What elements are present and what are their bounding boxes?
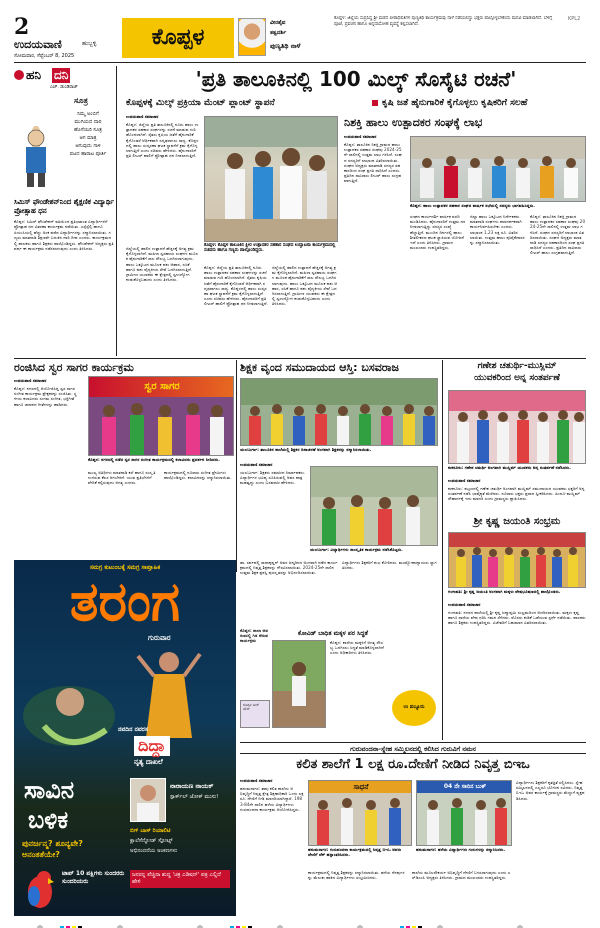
dancer-figure (134, 646, 204, 738)
krishna-photo (448, 532, 586, 588)
tribute-line-2: ತತ್ವದರ್ಶಿ (270, 30, 287, 36)
district-banner (122, 18, 234, 58)
ad-text: ಕೊಪ್ಪಳ ಬುಕ್ ಹೌಸ್ (243, 703, 260, 711)
side-col-3: ಜಿಲ್ಲಾ ಹಾಲು ಒಕ್ಕೂಟದ ನಿರ್ದೇಶಕರು ಮಾತನಾಡಿ ಸಂಘಗಳು ಪಾರದರ್ಶಕವಾಗಿ ಕಾರ್ಯನಿರ್ವಹಿಸಬೇಕು ಎಂದರು. ಲಾಭಾಂಶ 1.23 ಲಕ್ಷ ರೂ. ವಿತರಿಸಲಾಯಿತು. ಉತ್ತಮ ಹಾಲು ಪೂರೈಕೆದಾರರನ್ನು ಸನ್ಮಾನಿಸಲಾಯಿತು. (470, 214, 525, 246)
taranga-feature: ದಿದ್ದಾ (134, 736, 170, 756)
shikshaka-caption-2: ಯಲಬುರ್ಗಾ: ವಿದ್ಯಾರ್ಥಿಗಳು ಸಾಂಸ್ಕೃತಿಕ ಕಾರ್ಯಕ್ರಮ ನಡೆಸಿಕೊಟ್ಟರು. (310, 547, 403, 552)
paper-name: ಉದಯವಾಣಿ (14, 38, 62, 51)
bottom-byline: ಉದಯವಾಣಿ ಸಮಾಚಾರ (240, 778, 273, 783)
ganesha-body: ಕುಕನೂರು: ಪಟ್ಟಣದಲ್ಲಿ ಗಣೇಶ ಚತುರ್ಥಿ ಅಂಗವಾಗಿ ಮುಸ್ಲಿಮ್ ಸಮುದಾಯದ ಯುವಕರು ಭಕ್ತರಿಗೆ ಅನ್ನ ಸಂತರ್ಪಣೆ ನಡೆಸಿ ಭಾವೈಕ್ಯತೆ ಮೆರೆದರು. ನೂರಾರು ಭಕ್ತರು ಪ್ರಸಾದ ಸ್ವೀಕರಿಸಿದರು. ಹಿಂದೂ-ಮುಸ್ಲಿಮ್ ಸೌಹಾರ್ದಕ್ಕೆ ಇದು ಮಾದರಿ ಎಂದು ಗ್ರಾಮಸ್ಥರು ಶ್ಲಾಘಿಸಿದರು. (448, 486, 585, 502)
hanidani-column (14, 66, 114, 196)
ranjisida-photo (88, 376, 234, 456)
edition-word: ಹುಬ್ಬಳ್ಳಿ (82, 40, 97, 47)
hanidani-line: ಪಟದ ಹಾರಾಟ ಪೂರ್ತಿ (69, 151, 107, 157)
bottom-col-3: ಶಾಲೆಯ ಮೂಲಸೌಕರ್ಯ ಅಭಿವೃದ್ಧಿಗೆ ದೇಣಿಗೆ ಬಳಸಲಾಗುವುದು ಎಂದು ಎಸ್‌ಡಿಎಂಸಿ ಅಧ್ಯಕ್ಷರು ತಿಳಿಸಿದರು. ಗ್ರಾಮದ ಮುಖಂಡರು ಉಪಸ್ಥಿತರಿದ್ದರು. (412, 870, 511, 881)
bottom-caption-2: ಹನುಮಸಾಗರ: ಹಳೆಯ ವಿದ್ಯಾರ್ಥಿಗಳು ಗುರುಗಳನ್ನು ಸನ್ಮಾನಿಸಿದರು. (416, 847, 506, 852)
banner-sadhane (309, 781, 412, 793)
badge-text: ಉ ಪಲ್ಯೂರು (403, 704, 425, 710)
ranjisida-col-3: ಕಾರ್ಯಕ್ರಮದಲ್ಲಿ ನೂರಾರು ಸಂಗೀತ ಪ್ರೇಮಿಗಳು ಪಾಲ್ಗೊಂಡಿದ್ದರು. ಕಲಾವಿದರನ್ನು ಸನ್ಮಾನಿಸಲಾಯಿತು. (164, 470, 232, 481)
ranjisida-caption: ಕೊಪ್ಪಳ: ನಗರದಲ್ಲಿ ನಡೆದ ಸ್ವರ ಸಾಗರ ಸಂಗೀತ ಕಾರ್ಯಕ್ರಮದಲ್ಲಿ ಕಲಾವಿದರು ಪ್ರದರ್ಶನ ನೀಡಿದರು. (88, 457, 220, 462)
bottom-caption-1: ಹನುಮಸಾಗರ: ಗುರುವಂದನಾ ಕಾರ್ಯಕ್ರಮದಲ್ಲಿ ನಿವೃತ್ತ ಬಿಇಒ ಅವರು ದೇಣಿಗೆ ಚೆಕ್ ಹಸ್ತಾಂತರಿಸಿದರು. (308, 847, 402, 858)
main-col-3: ಜಿಲ್ಲೆಯಲ್ಲಿ ಹಾಲಿನ ಉತ್ಪಾದನೆ ಹೆಚ್ಚಳಕ್ಕೆ ಅಗತ್ಯ ಕ್ರಮ ಕೈಗೊಳ್ಳಲಾಗಿದೆ. ಮಹಿಳಾ ಸ್ವಸಹಾಯ ಸಂಘಗಳ ಮೂಲಕ ಹೈನುಗಾರಿಕೆಗೆ ಸಾಲ ಸೌಲಭ್ಯ ಒದಗಿಸಲಾಗುವುದು. ಹಾಲು ಒಕ್ಕೂಟದ ಮೂಲಕ ಪಶು ಆಹಾರ, ಲಸಿಕೆ ಹಾಗೂ ಪಶು ವೈದ್ಯಕೀಯ ಸೇವೆ ಒದಗಿಸಲಾಗುತ್ತಿದೆ. ಗ್ರಾಮೀಣ ಯುವಕರು ಈ ಕ್ಷೇತ್ರದಲ್ಲಿ ಸ್ವಉದ್ಯೋಗ ಕಂಡುಕೊಳ್ಳಬಹುದು ಎಂದು ತಿಳಿಸಿದರು. (272, 265, 338, 307)
side-story-photo (410, 136, 586, 202)
hanidani-line: ಆಗುವುದು ಗಾಳಿ (75, 143, 101, 149)
kovida-photo (272, 640, 326, 728)
taranga-tagline: ಸಮಗ್ರ ಕುಟುಂಬಕ್ಕೆ ಸಮಗ್ರ ಸಾಪ್ತಾಹಿಕ (89, 564, 161, 571)
ranjisida-byline: ಉದಯವಾಣಿ ಸಮಾಚಾರ (14, 378, 47, 383)
writer-portrait (130, 778, 166, 822)
hanidani-line: ನಿಮ್ಮ ಅಂಬಿಗೆ (77, 111, 99, 117)
shikshaka-col-2: ಡಾ. ಸರ್ವಪಲ್ಲಿ ರಾಧಾಕೃಷ್ಣನ್ ಅವರ ಜನ್ಮದಿನದ ಅಂಗವಾಗಿ ನಡೆದ ಕಾರ್ಯಕ್ರಮದಲ್ಲಿ ನಿವೃತ್ತ ಶಿಕ್ಷಕರನ್ನು ಗೌರವಿಸಲಾಯಿತು. 2024-25ನೇ ಸಾಲಿನ ಉತ್ತಮ ಶಿಕ್ಷಕ ಪ್ರಶಸ್ತಿ ಪುರಸ್ಕೃತರನ್ನು ಅಭಿನಂದಿಸಲಾಯಿತು. (240, 560, 338, 576)
banner-2-text: 04 ನೇ ಸಾರಿನ ಬುಕ್ (443, 783, 487, 790)
main-byline: ಉದಯವಾಣಿ ಸಮಾಚಾರ (126, 114, 159, 119)
side-story-caption: ಕೊಪ್ಪಳ: ಹಾಲು ಉತ್ಪಾದಕರ ಸಹಕಾರ ಸಂಘದ ವಾರ್ಷಿಕ ಸಭೆಯಲ್ಲಿ ಸದಸ್ಯರು ಭಾಗವಹಿಸಿದ್ದರು. (410, 203, 535, 208)
swara-sagara-banner (89, 377, 234, 397)
shikshaka-photo-1 (240, 378, 438, 446)
main-col-2: ಕೊಪ್ಪಳ: ಜಿಲ್ಲೆಯ ಪ್ರತಿ ತಾಲೂಕಿನಲ್ಲಿ ನೂರು ಹಾಲು ಉತ್ಪಾದಕರ ಸಹಕಾರ ಸಂಘಗಳನ್ನು ರಚನೆ ಮಾಡುವ ಗುರಿ ಹೊಂದಲಾಗಿದೆ. ರೈತರು ಕೃಷಿಯ ಜತೆಗೆ ಹೈನುಗಾರಿಕೆ ಕೈಗೊಂಡರೆ ಆರ್ಥಿಕವಾಗಿ ಸದೃಢರಾಗಲು ಸಾಧ್ಯ. ಕೊಪ್ಪಳದಲ್ಲಿ ಹಾಲು ಸಂಸ್ಕರಣಾ ಘಟಕ ಸ್ಥಾಪನೆಗೆ ಕ್ರಮ ಕೈಗೊಳ್ಳಲಾಗುತ್ತಿದೆ ಎಂದು ಸಚಿವರು ಹೇಳಿದರು. ಹೈನುಗಾರರಿಗೆ ಪ್ರತಿ ಲೀಟರ್ ಹಾಲಿಗೆ ಪ್ರೋತ್ಸಾಹ ಧನ ನೀಡಲಾಗುತ್ತಿದೆ. (204, 265, 268, 307)
taranga-inside-label: ನವದಿನ ನವರಸ (118, 726, 149, 733)
ganesha-photo (448, 390, 586, 464)
taranga-extra-3: ಅಭಿನಂದನೆಯ ಅಂಕಣಗಳು (130, 848, 178, 854)
tribute-portrait (238, 18, 266, 56)
parrot-image (20, 866, 60, 910)
ranjisida-col-2: ಮುಖ್ಯ ಅತಿಥಿಗಳು ಮಾತನಾಡಿ ಕಲೆ ಹಾಗೂ ಸಂಸ್ಕೃತಿ ಉಳಿಸುವ ಕೆಲಸ ಆಗಬೇಕಿದೆ. ಯುವ ಪ್ರತಿಭೆಗಳಿಗೆ ವೇದಿಕೆ ಕಲ್ಪಿಸುವುದು ಅಗತ್ಯ ಎಂದರು. (88, 470, 156, 486)
district-title: ಕೊಪ್ಪಳ (151, 25, 205, 50)
left-story-headline: ಸಿಮಿಸ್ ಫೌಂಡೇಶನ್‌ನಿಂದ ಶೈಕ್ಷಣಿಕ ವಿದ್ಯಾರ್ಥಿ ಪ್ರೋತ್ಸಾಹ ಧನ (14, 198, 114, 215)
banner-1-text: ಸಾಧನೆ (353, 783, 369, 791)
story-title-2: ಬಳಿಕ (28, 806, 69, 834)
top-tag: KPL2 (568, 16, 581, 22)
kovida-body: ಕೊಪ್ಪಳ: ಶಾಲೆಯ ಮಕ್ಕಳಿಗೆ ಅಗತ್ಯ ಸೌಲಭ್ಯ ಒದಗಿಸಲು ಸಿದ್ಧತೆ ಮಾಡಿಕೊಳ್ಳಲಾಗಿದೆ ಎಂದು ಅಧಿಕಾರಿಗಳು ತಿಳಿಸಿದರು. (330, 640, 384, 656)
story-sub: ಪುನರ್ಜನ್ಮ? ಶೂನ್ಯವೇ? ಅನಂತತೆಯೇ? (22, 839, 83, 859)
shikshaka-col-1: ಯಲಬುರ್ಗಾ: ಶಿಕ್ಷಕರು ಸಮಾಜದ ನಿರ್ಮಾಪಕರು. ವಿದ್ಯಾರ್ಥಿಗಳ ಭವಿಷ್ಯ ರೂಪಿಸುವಲ್ಲಿ ಅವರ ಪಾತ್ರ ಮಹತ್ವದ್ದು ಎಂದು ಬಸವರಾಜ ಹೇಳಿದರು. (240, 470, 306, 486)
hanidani-author: ಎಚ್. ಡುಂಡಿರಾಜ್ (50, 85, 78, 90)
main-story-headline: 'ಪ್ರತಿ ತಾಲೂಕಿನಲ್ಲಿ 100 ಮಿಲ್ಕ್ ಸೊಸೈಟಿ ರಚನೆ' (195, 67, 517, 91)
krishna-caption: ಗಂಗಾವತಿ: ಶ್ರೀ ಕೃಷ್ಣ ಜಯಂತಿ ಅಂಗವಾಗಿ ಮಕ್ಕಳು ವೇಷಭೂಷಣದಲ್ಲಿ ಪಾಲ್ಗೊಂಡರು. (448, 589, 561, 594)
bottom-photo-2 (416, 780, 512, 846)
shikshaka-headline: ಶಿಕ್ಷಕ ವೃಂದ ಸಮುದಾಯದ ಆಸ್ತಿ: ಬಸವರಾಜ (240, 361, 399, 374)
bottom-col-2: ಕಾರ್ಯಕ್ರಮದಲ್ಲಿ ನಿವೃತ್ತ ಶಿಕ್ಷಕರನ್ನು ಸನ್ಮಾನಿಸಲಾಯಿತು. ಹಳೆಯ ನೆನಪುಗಳನ್ನು ಮೆಲುಕು ಹಾಕಿದ ವಿದ್ಯಾರ್ಥಿಗಳು ಸಂಭ್ರಮಿಸಿದರು. (308, 870, 405, 881)
bottom-col-1: ಹನುಮಸಾಗರ: ತಾವು ಕಲಿತ ಶಾಲೆಯ ಅಭಿವೃದ್ಧಿಗೆ ನಿವೃತ್ತ ಕ್ಷೇತ್ರ ಶಿಕ್ಷಣಾಧಿಕಾರಿ ಒಂದು ಲಕ್ಷ ರೂ. ದೇಣಿಗೆ ನೀಡಿ ಮಾದರಿಯಾಗಿದ್ದಾರೆ. 1983-84ನೇ ಸಾಲಿನ ಹಳೆಯ ವಿದ್ಯಾರ್ಥಿಗಳು ಗುರುವಂದನಾ ಕಾರ್ಯಕ್ರಮ ಆಯೋಜಿಸಿದ್ದರು. (240, 786, 304, 812)
kovida-headline: ಕೋವಿಡ್ ಬಾಧಿತ ಮಕ್ಕಳ ಪರ ಸಿದ್ಧತೆ (298, 630, 368, 637)
registration-marks (0, 918, 600, 928)
paltyuru-badge (392, 690, 436, 726)
tribute-line-1: ವೀರಶೈವ (270, 20, 286, 26)
taranga-feature-sub: ನೃತ್ಯ ದಾಖಲೆ (134, 758, 163, 766)
page-number: 2 (14, 14, 30, 40)
lead-story: ಕೊಪ್ಪಳ: ಜಿಲ್ಲೆಯ ಸುಪ್ರಸಿದ್ಧ ಶ್ರೀ ಮಠದ ಪೀಠಾಧಿಪತಿಗಳ ಪುಣ್ಯತಿಥಿ ಕಾರ್ಯಕ್ರಮವು ನಾಳೆ ನಡೆಯಲಿದ್ದು ಭಕ್ತರು ಪಾಲ್ಗೊಳ್ಳಬೇಕೆಂದು ಮನವಿ ಮಾಡಲಾಗಿದೆ. ಬೆಳಿಗ್ಗೆ ಪೂಜೆ, ಪ್ರವಚನ ಹಾಗೂ ಅನ್ನದಾಸೋಹ ವ್ಯವಸ್ಥೆ ಕಲ್ಪಿಸಲಾಗಿದೆ. (334, 16, 553, 27)
ganesha-headline-1: ಗಣೇಶ ಚತುರ್ಥಿ-ಮುಸ್ಲಿಮ್ (477, 361, 557, 371)
side-ad-book (240, 700, 270, 728)
main-col-1: ಕೊಪ್ಪಳ: ಜಿಲ್ಲೆಯ ಪ್ರತಿ ತಾಲೂಕಿನಲ್ಲಿ ನೂರು ಹಾಲು ಉತ್ಪಾದಕರ ಸಹಕಾರ ಸಂಘಗಳನ್ನು ರಚನೆ ಮಾಡುವ ಗುರಿ ಹೊಂದಲಾಗಿದೆ. ರೈತರು ಕೃಷಿಯ ಜತೆಗೆ ಹೈನುಗಾರಿಕೆ ಕೈಗೊಂಡರೆ ಆರ್ಥಿಕವಾಗಿ ಸದೃಢರಾಗಲು ಸಾಧ್ಯ. ಕೊಪ್ಪಳದಲ್ಲಿ ಹಾಲು ಸಂಸ್ಕರಣಾ ಘಟಕ ಸ್ಥಾಪನೆಗೆ ಕ್ರಮ ಕೈಗೊಳ್ಳಲಾಗುತ್ತಿದೆ ಎಂದು ಸಚಿವರು ಹೇಳಿದರು. ಹೈನುಗಾರರಿಗೆ ಪ್ರತಿ ಲೀಟರ್ ಹಾಲಿಗೆ ಪ್ರೋತ್ಸಾಹ ಧನ ನೀಡಲಾಗುತ್ತಿದೆ. (126, 122, 199, 159)
main-col-1b: ಜಿಲ್ಲೆಯಲ್ಲಿ ಹಾಲಿನ ಉತ್ಪಾದನೆ ಹೆಚ್ಚಳಕ್ಕೆ ಅಗತ್ಯ ಕ್ರಮ ಕೈಗೊಳ್ಳಲಾಗಿದೆ. ಮಹಿಳಾ ಸ್ವಸಹಾಯ ಸಂಘಗಳ ಮೂಲಕ ಹೈನುಗಾರಿಕೆಗೆ ಸಾಲ ಸೌಲಭ್ಯ ಒದಗಿಸಲಾಗುವುದು. ಹಾಲು ಒಕ್ಕೂಟದ ಮೂಲಕ ಪಶು ಆಹಾರ, ಲಸಿಕೆ ಹಾಗೂ ಪಶು ವೈದ್ಯಕೀಯ ಸೇವೆ ಒದಗಿಸಲಾಗುತ್ತಿದೆ. ಗ್ರಾಮೀಣ ಯುವಕರು ಈ ಕ್ಷೇತ್ರದಲ್ಲಿ ಸ್ವಉದ್ಯೋಗ ಕಂಡುಕೊಳ್ಳಬಹುದು ಎಂದು ತಿಳಿಸಿದರು. (126, 246, 199, 283)
flower-icon (14, 70, 24, 80)
masthead (0, 0, 600, 64)
ganesha-byline: ಉದಯವಾಣಿ ಸಮಾಚಾರ (448, 478, 481, 483)
sleeping-woman-figure (14, 646, 124, 770)
bottom-photo-1 (308, 780, 412, 846)
hanidani-line: ಆಗ ಮಾತ್ರ (79, 135, 97, 141)
side-col-4: ಕೊಪ್ಪಳ: ತಾಲೂಕಿನ ನಿಶಕ್ತಿ ಗ್ರಾಮದ ಹಾಲು ಉತ್ಪಾದಕರ ಸಹಕಾರ ಸಂಘವು 2024-25ನೇ ಸಾಲಿನಲ್ಲಿ ಉತ್ತಮ ಲಾಭ ಗಳಿಸಿದೆ. ಸಂಘದ ಸದಸ್ಯರಿಗೆ ಲಾಭಾಂಶ ವಿತರಿಸಲಾಯಿತು. ಸಂಘದ ಅಧ್ಯಕ್ಷರು ಮಾತನಾಡಿ ಸದಸ್ಯರ ಸಹಕಾರದಿಂದ ಸಂಘ ಪ್ರಗತಿ ಸಾಧಿಸಿದೆ ಎಂದರು. ಪ್ರತಿದಿನ ಸಾವಿರಾರು ಲೀಟರ್ ಹಾಲು ಸಂಗ್ರಹವಾಗುತ್ತಿದೆ. (530, 214, 586, 256)
side-byline: ಉದಯವಾಣಿ ಸಮಾಚಾರ (344, 134, 377, 139)
bottom-promo: ಜನರನ್ನ ಪೆಚ್ಚಿನಾ ಶುದ್ಧ 'ಚಕ್ರ ಎಡಿಷನ್' ಪತ್ರ ಎಲ್ಲಿದೆ ಹೇಳಿ (130, 870, 230, 888)
main-subhead-a: ಕೊಪ್ಪಳಕ್ಕೆ ಮಿಲ್ಕ್ ಪ್ರಕ್ರಿಯಾ ಮೆಂಟ್ ಪ್ಲಾಂಟ್ ಸ್ಥಾಪನೆ (126, 98, 275, 108)
bottom-col-4: ವಿದ್ಯಾರ್ಥಿಗಳು ಶಿಕ್ಷಕರಿಗೆ ಕೃತಜ್ಞತೆ ಸಲ್ಲಿಸಿದರು. ಸ್ನೇಹ ಸಮ್ಮಿಲನದಲ್ಲಿ ಎಲ್ಲರೂ ಭೋಜನ ಸವಿದರು. ನಿವೃತ್ತ ಬಿಇಒ ಅವರ ಕಾರ್ಯಕ್ಕೆ ಗ್ರಾಮಸ್ಥರು ಮೆಚ್ಚುಗೆ ವ್ಯಕ್ತಪಡಿಸಿದರು. (516, 780, 585, 801)
shikshaka-col-3: ವಿದ್ಯಾರ್ಥಿಗಳು ಶಿಕ್ಷಕರಿಗೆ ಶುಭ ಕೋರಿದರು. ಮುಖ್ಯೋಪಾಧ್ಯಾಯರು ಸ್ವಾಗತಿಸಿದರು. (342, 560, 437, 571)
hanidani-logo-b: ದನಿ (54, 68, 69, 82)
kovida-caption: ಕೊಪ್ಪಳ: ಶಾಲಾ ಆವರಣದಲ್ಲಿ ಗಿಡ ನೆಡುವ ಕಾರ್ಯಕ್ರಮ (240, 628, 269, 644)
bottom-story-headline: ಕಲಿತ ಶಾಲೆಗೆ 1 ಲಕ್ಷ ರೂ.ದೇಣಿಗೆ ನೀಡಿದ ನಿವೃತ್ತ ಬಿಇಒ (296, 757, 530, 772)
shikshaka-byline: ಉದಯವಾಣಿ ಸಮಾಚಾರ (240, 462, 273, 467)
taranga-extra-1: ಬಿಗ್ ಬಾಸ್ ರಿಯಾಲಿಟಿ (130, 828, 171, 834)
hanidani-line: ಮುಗಿಯದ ದಾರ (74, 119, 102, 125)
guru-strip-text: ಗುರುವಂದನಾ-ಸ್ನೇಹ ಸಮ್ಮಿಲನದಲ್ಲಿ ಕಲಿಸಿದ ಗುರುವಿಗೆ ನಮನ (350, 745, 476, 753)
hanidani-line: ಹೊಸೆಯಿರಿ ಸೂತ್ರ (73, 127, 102, 133)
left-story (14, 198, 114, 356)
ranjisida-headline: ರಂಜಿಸಿದ ಸ್ವರ ಸಾಗರ ಕಾರ್ಯಕ್ರಮ (14, 361, 134, 374)
bullet-square-icon (372, 100, 378, 106)
taranga-ad (14, 560, 236, 916)
side-col-2: ಸಂಘದ ಕಾರ್ಯದರ್ಶಿ ವಾರ್ಷಿಕ ವರದಿ ಮಂಡಿಸಿದರು. ಹೈನುಗಾರರಿಗೆ ಉತ್ತಮ ದರ ನೀಡಲಾಗುತ್ತಿದ್ದು ಸದಸ್ಯರ ಸಂಖ್ಯೆ ಹೆಚ್ಚುತ್ತಿದೆ. ಮುಂದಿನ ದಿನಗಳಲ್ಲಿ ಹಾಲು ಶೀತಲೀಕರಣ ಘಟಕ ಸ್ಥಾಪಿಸುವ ಯೋಜನೆ ಇದೆ ಎಂದು ತಿಳಿಸಿದರು. ಗ್ರಾಮದ ಮುಖಂಡರು ಉಪಸ್ಥಿತರಿದ್ದರು. (410, 214, 466, 251)
krishna-byline: ಉದಯವಾಣಿ ಸಮಾಚಾರ (448, 602, 481, 607)
tribute-line-3: ಪುಣ್ಯತಿಥಿ ನಾಳೆ (270, 42, 301, 50)
krishna-body: ಗಂಗಾವತಿ: ನಗರದ ಶಾಲೆಯಲ್ಲಿ ಶ್ರೀ ಕೃಷ್ಣ ಜನ್ಮಾಷ್ಟಮಿ ಸಂಭ್ರಮದಿಂದ ಆಚರಿಸಲಾಯಿತು. ಮಕ್ಕಳು ಕೃಷ್ಣ ಹಾಗೂ ರಾಧೆಯ ವೇಷ ಧರಿಸಿ ಗಮನ ಸೆಳೆದರು. ಮೊಸರು ಕುಡಿಕೆ ಒಡೆಯುವ ಸ್ಪರ್ಧೆ ನಡೆಯಿತು. ಪಾಲಕರು ಹಾಗೂ ಶಿಕ್ಷಕರು ಉಪಸ್ಥಿತರಿದ್ದರು. ವಿಜೇತರಿಗೆ ಬಹುಮಾನ ವಿತರಿಸಲಾಯಿತು. (448, 610, 586, 626)
hanidani-title: ಸೂತ್ರ (74, 96, 88, 105)
taranga-extra-2: ಕ್ಲಾಲೆಸೆನ್ನೋಡ್ ಸ್ಪೋಟ್ಸ್ (130, 838, 173, 844)
cartoon-figure (16, 126, 56, 188)
guru-strip (240, 742, 586, 754)
shikshaka-caption-1: ಯಲಬುರ್ಗಾ: ತಾಲೂಕಿನ ಶಾಲೆಯಲ್ಲಿ ಶಿಕ್ಷಕರ ದಿನಾಚರಣೆ ಅಂಗವಾಗಿ ಶಿಕ್ಷಕರನ್ನು ಸನ್ಮಾನಿಸಲಾಯಿತು. (240, 447, 372, 452)
main-story-photo (204, 116, 338, 242)
hanidani-logo-a: ಹನಿ (26, 68, 41, 82)
taranga-day: ಗುರುವಾರ (148, 634, 171, 642)
ganesha-headline-2: ಯುವಕರಿಂದ ಅನ್ನ ಸಂತರ್ಪಣೆ (474, 373, 560, 383)
side-story-headline: ನಿಶಕ್ತಿ ಹಾಲು ಉತ್ಪಾದಕರ ಸಂಘಕ್ಕೆ ಲಾಭ (344, 116, 483, 129)
tribute-block (238, 16, 330, 60)
left-story-body: ಕೊಪ್ಪಳ: ಸಿಮಿಸ್ ಫೌಂಡೇಶನ್ ವತಿಯಿಂದ ಪ್ರತಿಭಾವಂತ ವಿದ್ಯಾರ್ಥಿಗಳಿಗೆ ಪ್ರೋತ್ಸಾಹ ಧನ ವಿತರಣಾ ಕಾರ್ಯಕ್ರಮ ನಡೆಯಿತು. ಎಸ್ಸೆಸ್ಸೆಲ್ಸಿ ಹಾಗೂ ಪಿಯುಸಿಯಲ್ಲಿ ಹೆಚ್ಚು ಅಂಕ ಪಡೆದ ವಿದ್ಯಾರ್ಥಿಗಳನ್ನು ಸನ್ಮಾನಿಸಲಾಯಿತು. ಗಣ್ಯರು ಮಾತನಾಡಿ ಶಿಕ್ಷಣವೇ ಬದುಕಿನ ದಾರಿ ದೀಪ ಎಂದರು. ಕಾರ್ಯಕ್ರಮದಲ್ಲಿ ಪಾಲಕರು ಹಾಗೂ ಶಿಕ್ಷಕರು ಪಾಲ್ಗೊಂಡಿದ್ದರು. ಫೌಂಡೇಶನ್ ಅಧ್ಯಕ್ಷರು ಪ್ರತಿ ವರ್ಷ ಈ ಕಾರ್ಯಕ್ರಮ ನಡೆಸಲಾಗುವುದು ಎಂದು ತಿಳಿಸಿದರು. (14, 219, 114, 252)
shikshaka-photo-2 (310, 466, 438, 546)
krishna-headline: ಶ್ರೀ ಕೃಷ್ಣ ಜಯಂತಿ ಸಂಭ್ರಮ (473, 516, 561, 527)
taranga-title: ತರಂಗ (69, 570, 181, 633)
banner-book (417, 781, 512, 793)
main-subhead-b: ಕೃಷಿ ಜತೆ ಹೈನುಗಾರಿಕೆ ಕೈಗೊಳ್ಳಲು ಕೃಷಿಕರಿಗೆ ಸಲಹೆ (382, 98, 528, 108)
ganesha-caption: ಕುಕನೂರು: ಗಣೇಶ ಚತುರ್ಥಿ ಅಂಗವಾಗಿ ಮುಸ್ಲಿಮ್ ಯುವಕರು ಅನ್ನ ಸಂತರ್ಪಣೆ ನಡೆಸಿದರು. (448, 465, 571, 470)
writer-sub: ಸ್ಪಾರ್ಕ್‌ಲ್ ಜೋಕ್ ಮುಸು! (170, 794, 219, 800)
story-title-1: ಸಾವಿನ (24, 776, 75, 804)
parrot-text: ಟಾಪ್ 10 ಪಕ್ಷಿಗಳು ಸುಂದರರು ಸುಂದರಿಯರು (62, 870, 125, 885)
side-col-1: ಕೊಪ್ಪಳ: ತಾಲೂಕಿನ ನಿಶಕ್ತಿ ಗ್ರಾಮದ ಹಾಲು ಉತ್ಪಾದಕರ ಸಹಕಾರ ಸಂಘವು 2024-25ನೇ ಸಾಲಿನಲ್ಲಿ ಉತ್ತಮ ಲಾಭ ಗಳಿಸಿದೆ. ಸಂಘದ ಸದಸ್ಯರಿಗೆ ಲಾಭಾಂಶ ವಿತರಿಸಲಾಯಿತು. ಸಂಘದ ಅಧ್ಯಕ್ಷರು ಮಾತನಾಡಿ ಸದಸ್ಯರ ಸಹಕಾರದಿಂದ ಸಂಘ ಪ್ರಗತಿ ಸಾಧಿಸಿದೆ ಎಂದರು. ಪ್ರತಿದಿನ ಸಾವಿರಾರು ಲೀಟರ್ ಹಾಲು ಸಂಗ್ರಹವಾಗುತ್ತಿದೆ. (344, 142, 402, 184)
main-story-caption: ಕೊಪ್ಪಳ: ಕೊಪ್ಪಳ ತಾಲೂಕಿನ ಕ್ಷೀರ ಉತ್ಪಾದಕರ ಸಹಕಾರ ಸಂಘದ ಉದ್ಘಾಟನಾ ಕಾರ್ಯಕ್ರಮದಲ್ಲಿ ಸಚಿವರು ಹಾಗೂ ಗಣ್ಯರು ಪಾಲ್ಗೊಂಡಿದ್ದರು. (204, 243, 336, 254)
ranjisida-col-1: ಕೊಪ್ಪಳ: ನಗರದಲ್ಲಿ ಆಯೋಜಿಸಿದ್ದ ಸ್ವರ ಸಾಗರ ಸಂಗೀತ ಕಾರ್ಯಕ್ರಮ ಪ್ರೇಕ್ಷಕರನ್ನು ರಂಜಿಸಿತು. ಸ್ಥಳೀಯ ಕಲಾವಿದರು ಸುಗಮ ಸಂಗೀತ, ಭಕ್ತಿಗೀತೆ ಹಾಗೂ ಜಾನಪದ ಗೀತೆಗಳನ್ನು ಹಾಡಿದರು. (14, 386, 77, 407)
date-line: ಸೋಮವಾರ, ಸೆಪ್ಟೆಂಬರ್ 8, 2025 (14, 53, 75, 59)
writer-name: ನಾರಾಯಣ ನಾಯಕ್ (170, 782, 214, 790)
banner-text: ಸ್ವರ ಸಾಗರ (144, 381, 180, 392)
